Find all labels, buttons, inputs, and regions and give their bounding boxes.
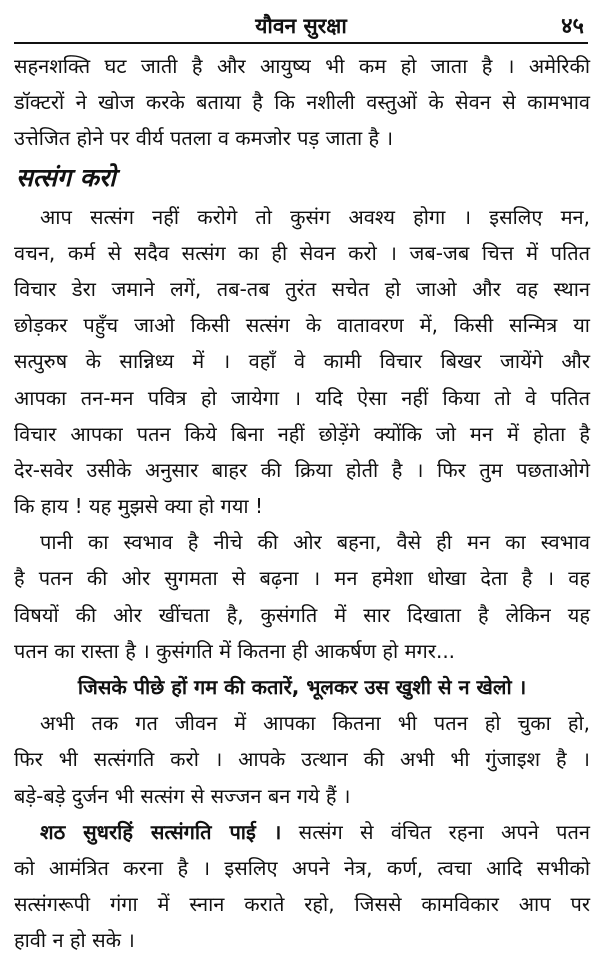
text-line: देर-सवेर उसीके अनुसार बाहर की क्रिया होती है । फिर तुम पछताओगे <box>14 457 590 482</box>
running-title: यौवन सुरक्षा <box>255 14 347 38</box>
text-line: आपका तन-मन पवित्र हो जायेगा । यदि ऐसा नहीं किया तो वे पतित <box>14 385 590 410</box>
text-line: को आमंत्रित करना है । इसलिए अपने नेत्र, कर्ण, त्वचा आदि सभीको <box>14 855 590 880</box>
text-line: उत्तेजित होने पर वीर्य पतला व कमजोर पड़ जाता है । <box>14 126 394 151</box>
quote-line: जिसके पीछे हों गम की कतारें, भूलकर उस खुशी से न खेलो । <box>77 675 527 699</box>
paragraph-3 <box>14 524 590 669</box>
text-line <box>14 814 590 850</box>
section-heading: सत्संग करो <box>16 162 116 192</box>
paragraph-2 <box>14 199 590 525</box>
text-line: अभी तक गत जीवन में आपका कितना भी पतन हो चुका हो, <box>40 711 590 736</box>
text-line: सत्संगरूपी गंगा में स्नान कराते रहो, जिससे कामविकार आप पर <box>14 892 590 917</box>
text-line: विचार डेरा जमाने लगें, तब-तब तुरंत सचेत हो जाओ और वह स्थान <box>14 276 590 301</box>
text-span: सत्संग से वंचित रहना अपने पतन <box>281 819 590 844</box>
text-line: बड़े-बड़े दुर्जन भी सत्संग से सज्जन बन गये हैं । <box>14 783 351 808</box>
paragraph-4 <box>14 705 590 814</box>
paragraph-1 <box>14 48 590 157</box>
page-body <box>14 48 590 959</box>
text-line: है पतन की ओर सुगमता से बढ़ना । मन हमेशा धोखा देता है । वह <box>14 566 590 591</box>
text-line: सहनशक्ति घट जाती है और आयुष्य भी कम हो जाता है । अमेरिकी <box>14 54 590 78</box>
text-line: वचन, कर्म से सदैव सत्संग का ही सेवन करो । जब-जब चित्त में पतित <box>14 240 590 265</box>
text-line: आप सत्संग नहीं करोगे तो कुसंग अवश्य होगा । इसलिए मन, <box>40 204 590 229</box>
text-line: फिर भी सत्संगति करो । आपके उत्थान की अभी भी गुंजाइश है । <box>14 747 590 772</box>
text-line: छोड़कर पहुँच जाओ किसी सत्संग के वातावरण में, किसी सन्मित्र या <box>14 313 590 338</box>
bold-quote: शठ सुधरहिं सत्संगति पाई । <box>40 819 282 844</box>
paragraph-5 <box>14 814 590 959</box>
text-line: विषयों की ओर खींचता है, कुसंगति में सार दिखाता है लेकिन यह <box>14 602 590 627</box>
text-line: डॉक्टरों ने खोज करके बताया है कि नशीली वस्तुओं के सेवन से कामभाव <box>14 90 590 115</box>
text-line: हावी न हो सके । <box>14 928 135 953</box>
page-header <box>14 6 588 44</box>
page-number: ४५ <box>561 14 584 39</box>
text-line: विचार आपका पतन किये बिना नहीं छोड़ेंगे क्योंकि जो मन में होता है <box>14 421 590 446</box>
text-line: पतन का रास्ता है । कुसंगति में कितना ही आकर्षण हो मगर... <box>14 638 456 663</box>
text-line: पानी का स्वभाव है नीचे की ओर बहना, वैसे ही मन का स्वभाव <box>40 530 590 555</box>
text-line: सत्पुरुष के सान्निध्य में । वहाँ वे कामी विचार बिखर जायेंगे और <box>14 349 590 374</box>
text-line: कि हाय ! यह मुझसे क्या हो गया ! <box>14 494 263 519</box>
